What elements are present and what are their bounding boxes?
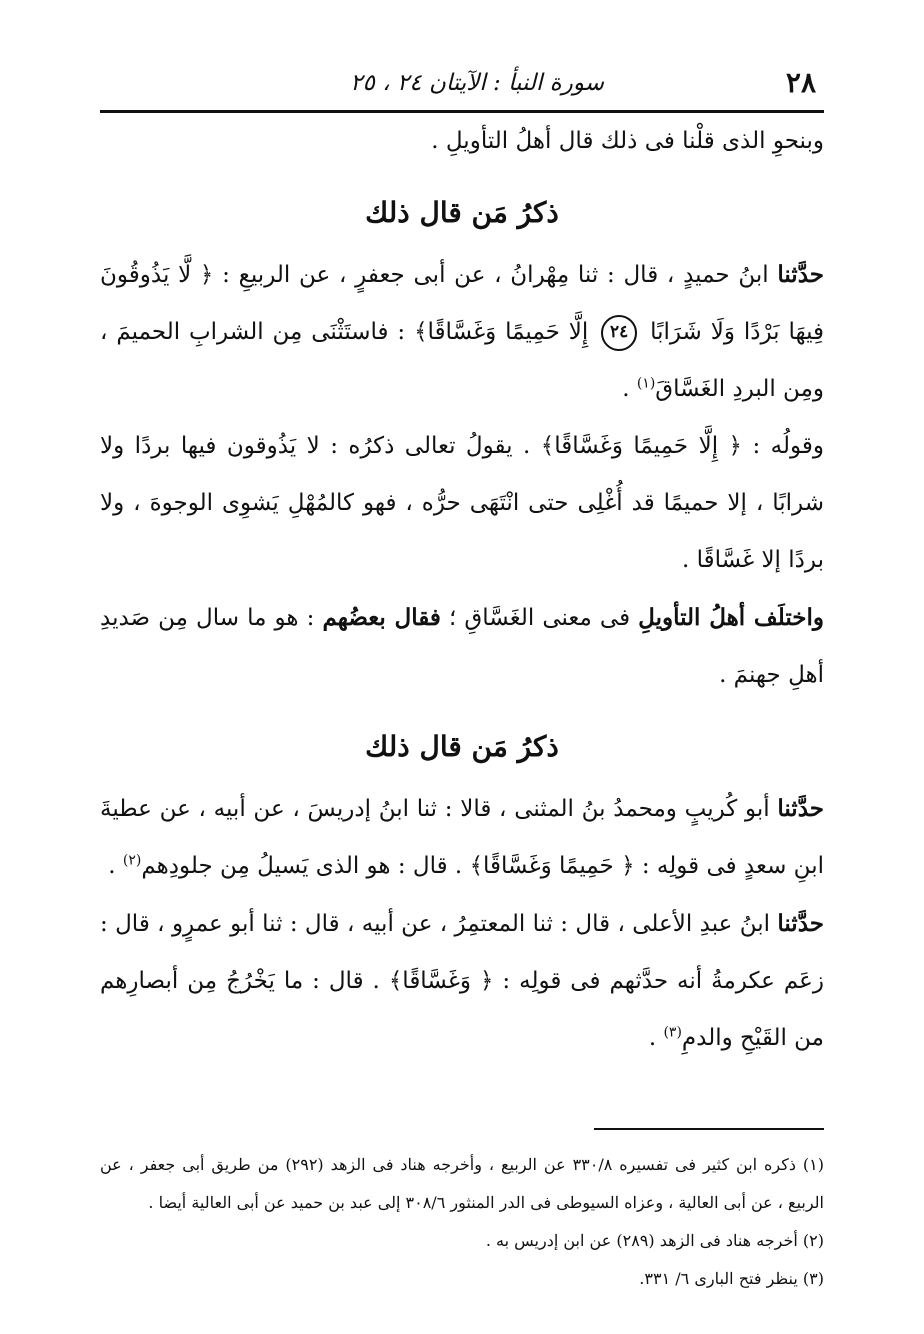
- main-text: [100, 113, 824, 1067]
- narration-lead: حدَّثنا: [777, 795, 824, 822]
- disagreement-lead: واختلَف أهلُ التأويلِ: [638, 604, 824, 631]
- commentary-text: وقولُه :: [742, 433, 825, 459]
- narration-text: ابنُ حميدٍ ، قال : ثنا مِهْرانُ ، عن أبى جعفرٍ ، عن الربيعِ :: [213, 262, 778, 288]
- surah-title: سورة النبأ : الآيتان ٢٤ ، ٢٥: [350, 70, 604, 96]
- section-heading-1: ذكرُ مَن قال ذلك: [365, 196, 559, 229]
- disagreement-lead-2: فقال بعضُهم: [322, 604, 441, 631]
- narration-paragraph-1: حدَّثنا ابنُ حميدٍ ، قال : ثنا مِهْرانُ ، عن أبى جعفرٍ ، عن الربيعِ : ﴿ لَّا يَذُوقُونَ فِيهَا بَرْدًا وَلَا شَرَابًا ٢٤ إِلَّا حَمِيمًا وَغَسَّاقًا﴾ : فاستَثْنَى مِن الشرابِ الحميمَ ، ومِن البردِ الغَسَّاقَ$^{(١)}$ .: [100, 261, 825, 402]
- quran-quote: ﴿ وَغَسَّاقًا﴾: [388, 968, 494, 994]
- footnotes: [100, 1146, 824, 1298]
- narration-text-continued: : فاستَثْنَى مِن الشرابِ الحميمَ ، ومِن البردِ الغَسَّاقَ: [100, 319, 824, 402]
- narration-paragraph-3: حدَّثنا ابنُ عبدِ الأعلى ، قال : ثنا المعتمِرُ ، عن أبيه ، قال : ثنا أبو عمرٍو ، قال : زعَم عكرمةُ أنه حدَّثهم فى قولِه : ﴿ وَغَسَّاقًا﴾ . قال : ما يَخْرُجُ مِن أبصارِهم من القَيْحِ والدمِ$^{(٣)}$ .: [100, 910, 824, 1051]
- running-header: [100, 60, 824, 113]
- footnote-reference[interactable]: (١): [636, 375, 656, 392]
- narration-text: أبو كُريبٍ ومحمدُ بنُ المثنى ، قالا : ثنا ابنُ إدريسَ ، عن أبيه ، عن عطيةَ ابنِ سعدٍ فى قولِه :: [100, 796, 824, 879]
- disagreement-text: فى معنى الغَسَّاقِ ؛: [440, 605, 639, 631]
- book-page: [100, 60, 824, 1334]
- commentary-paragraph: [100, 418, 824, 589]
- page-number: ٢٨: [785, 66, 816, 99]
- narration-lead: حدَّثنا: [777, 910, 824, 937]
- disagreement-text-continued: : هو ما سال مِن صَديدِ أهلِ جهنمَ .: [100, 605, 824, 688]
- narration-paragraph-2: حدَّثنا أبو كُريبٍ ومحمدُ بنُ المثنى ، قالا : ثنا ابنُ إدريسَ ، عن أبيه ، عن عطيةَ ابنِ سعدٍ فى قولِه : ﴿ حَمِيمًا وَغَسَّاقًا﴾ . قال : هو الذى يَسيلُ مِن جلودِهم$^{(٢)}$ .: [100, 795, 824, 879]
- footnote-3: (٣) ينظر فتح البارى ٦/ ٣٣١.: [639, 1269, 824, 1288]
- commentary-text-continued: . يقولُ تعالى ذكرُه : لا يَذُوقون فيها بردًا ولا شرابًا ، إلا حميمًا قد أُغْلِى حتى انْتَهَى حرُّه ، فهو كالمُهْلِ يَشوِى الوجوهَ ، ولا بردًا إلا غَسَّاقًا .: [100, 433, 824, 573]
- quran-quote: ﴿ لَّا يَذُوقُونَ فِيهَا بَرْدًا وَلَا شَرَابًا: [100, 262, 825, 345]
- footnote-reference[interactable]: (٢): [122, 852, 142, 869]
- footnote-2: (٢) أخرجه هناد فى الزهد (٢٨٩) عن ابن إدريس به .: [485, 1231, 824, 1250]
- footnote-1: (١) ذكره ابن كثير فى تفسيره ٣٣٠/٨ عن الربيع ، وأخرجه هناد فى الزهد (٢٩٢) من طريق أبى جعفر ، عن الربيع ، عن أبى العالية ، وعزاه السيوطى فى الدر المنثور ٣٠٨/٦ إلى عبد بن حميد عن أبى العالية أيضا .: [100, 1155, 825, 1212]
- narration-text-continued: . قال : ما يَخْرُجُ مِن أبصارِهم من القَيْحِ والدمِ: [100, 968, 824, 1051]
- narration-lead: حدَّثنا: [777, 261, 824, 288]
- narration-text: ابنُ عبدِ الأعلى ، قال : ثنا المعتمِرُ ، عن أبيه ، قال : ثنا أبو عمرٍو ، قال : زعَم عكرمةُ أنه حدَّثهم فى قولِه :: [100, 911, 824, 994]
- intro-paragraph: وبنحوِ الذى قلْنا فى ذلك قال أهلُ التأويلِ .: [431, 128, 824, 154]
- footnote-reference[interactable]: (٣): [663, 1024, 682, 1041]
- quran-quote: ﴿ إِلَّا حَمِيمًا وَغَسَّاقًا﴾: [540, 433, 743, 459]
- footnote-divider: [594, 1128, 824, 1130]
- section-heading-2: ذكرُ مَن قال ذلك: [365, 730, 559, 763]
- disagreement-paragraph: [100, 589, 824, 704]
- quran-quote: ﴿ حَمِيمًا وَغَسَّاقًا﴾: [469, 853, 635, 879]
- ayah-number-marker: ٢٤: [601, 315, 637, 351]
- narration-text-continued: . قال : هو الذى يَسيلُ مِن جلودِهم: [141, 853, 470, 879]
- quran-quote-continued: إِلَّا حَمِيمًا وَغَسَّاقًا﴾: [414, 319, 598, 345]
